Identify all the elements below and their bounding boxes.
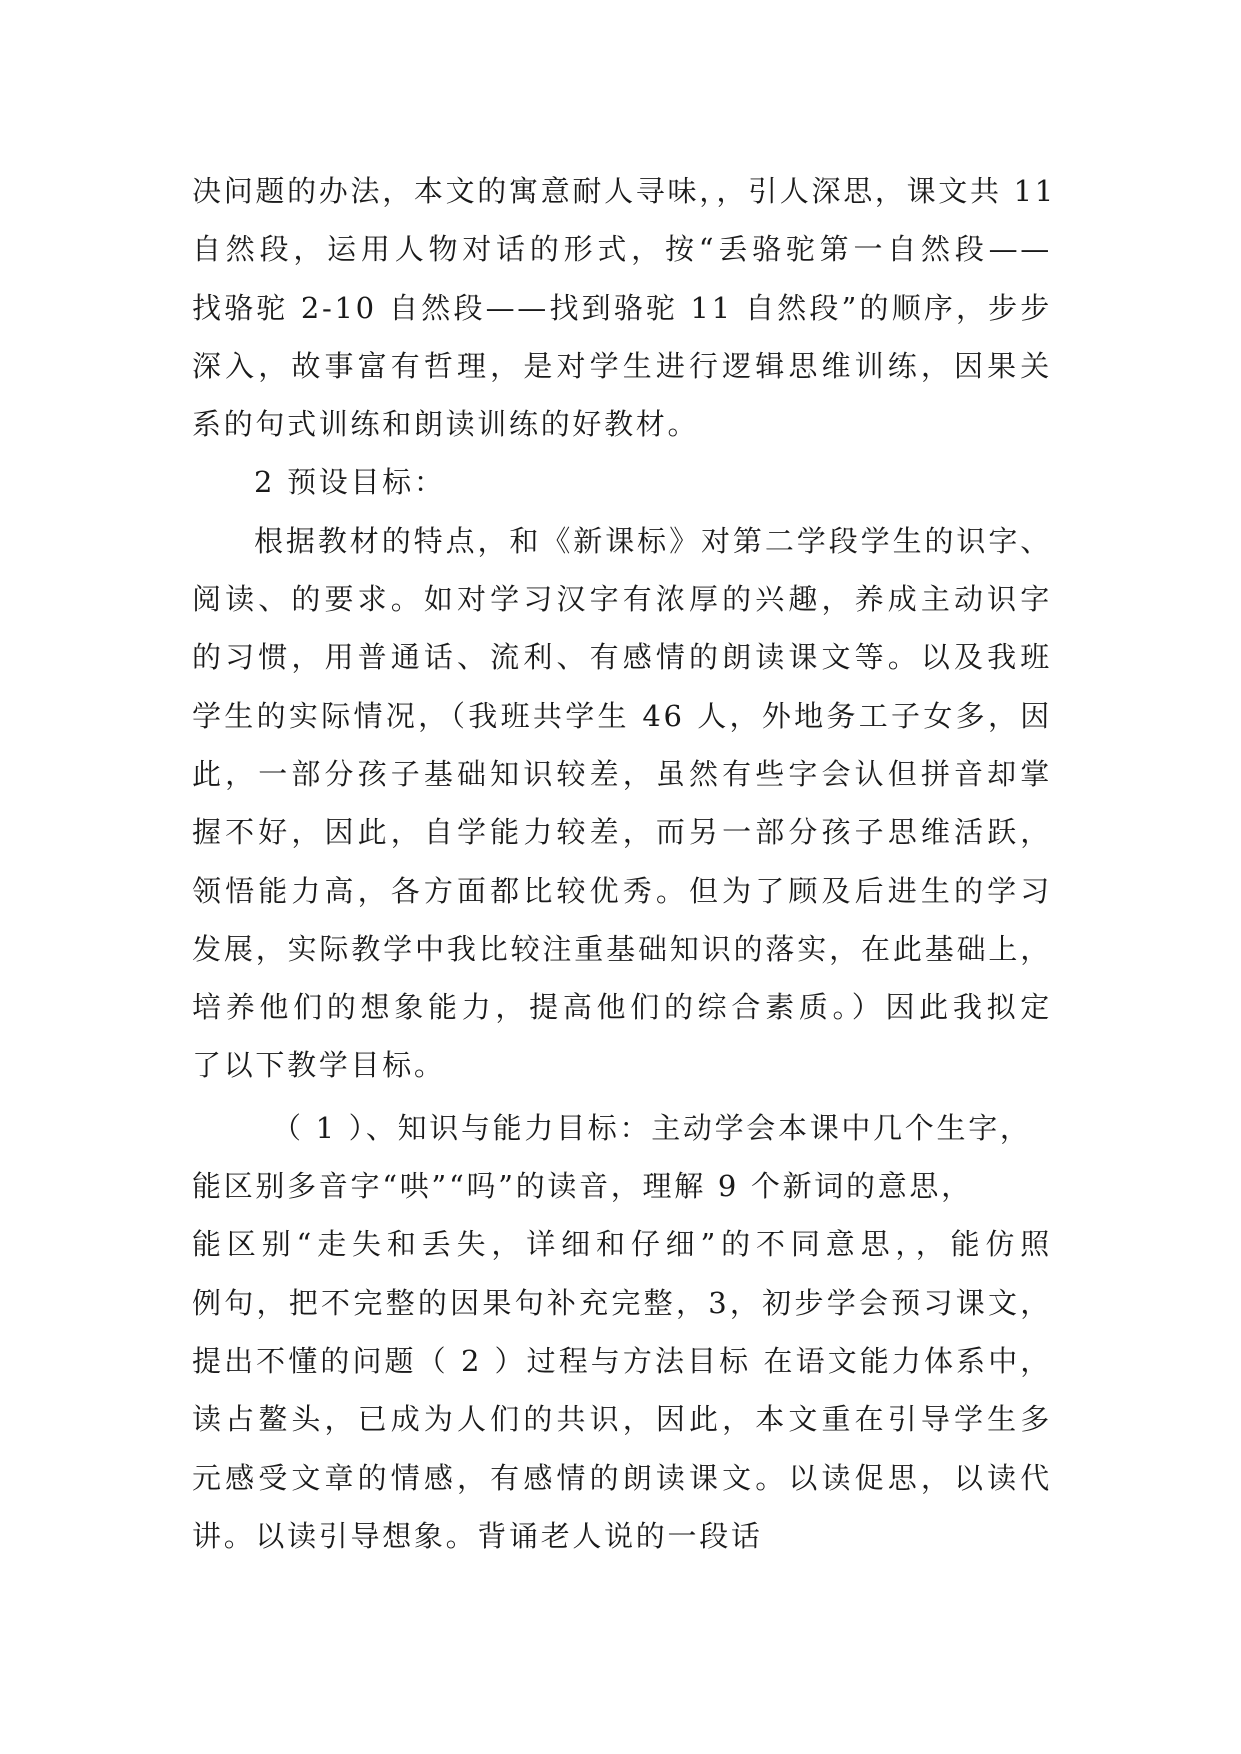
text-line: 领悟能力高，各方面都比较优秀。但为了顾及后进生的学习 [192, 873, 1052, 908]
text-line: （ 1 ）、知识与能力目标：主动学会本课中几个生字， [272, 1110, 1032, 1145]
text-line: 根据教材的特点，和《新课标》对第二学段学生的识字、 [254, 523, 1052, 558]
body-text [192, 162, 1056, 1565]
text-line: 提出不懂的问题（ 2 ）过程与方法目标 在语文能力体系中， [192, 1343, 1052, 1378]
text-line: 阅读、的要求。如对学习汉字有浓厚的兴趣，养成主动识字 [192, 582, 1052, 617]
text-line: 能区别多音字“哄”“吗”的读音，理解 9 个新词的意思， [192, 1169, 973, 1204]
text-line: 决问题的办法，本文的寓意耐人寻味，，引人深思，课文共 11 [192, 174, 1056, 208]
text-line: 的习惯，用普通话、流利、有感情的朗读课文等。以及我班 [192, 640, 1052, 675]
text-line: 深入，故事富有哲理，是对学生进行逻辑思维训练，因果关 [192, 348, 1052, 383]
text-line: 握不好，因此，自学能力较差，而另一部分孩子思维活跃， [192, 815, 1052, 850]
text-line: 系的句式训练和朗读训练的好教材。 [192, 407, 700, 442]
text-line: 讲。以读引导想象。背诵老人说的一段话 [192, 1518, 763, 1553]
text-line: 此，一部分孩子基础知识较差，虽然有些字会认但拼音却掌 [192, 756, 1052, 791]
text-line: 学生的实际情况，（我班共学生 46 人，外地务工子女多，因 [192, 698, 1052, 733]
text-line: 了以下教学目标。 [192, 1048, 446, 1083]
text-line: 发展，实际教学中我比较注重基础知识的落实，在此基础上， [192, 931, 1052, 966]
text-line: 读占鳌头，已成为人们的共识，因此，本文重在引导学生多 [192, 1402, 1052, 1437]
text-line: 元感受文章的情感，有感情的朗读课文。以读促思，以读代 [192, 1460, 1052, 1495]
text-line: 能区别“走失和丢失，详细和仔细”的不同意思，，能仿照 [192, 1227, 1052, 1262]
section-heading: 2 预设目标： [254, 465, 446, 500]
text-line: 找骆驼 2-10 自然段——找到骆驼 11 自然段”的顺序，步步 [192, 290, 1052, 325]
text-line: 例句，把不完整的因果句补充完整，3，初步学会预习课文， [192, 1285, 1052, 1320]
text-line: 培养他们的想象能力，提高他们的综合素质。）因此我拟定 [192, 990, 1052, 1025]
text-line: 自然段，运用人物对话的形式，按“丢骆驼第一自然段—— [192, 232, 1052, 267]
